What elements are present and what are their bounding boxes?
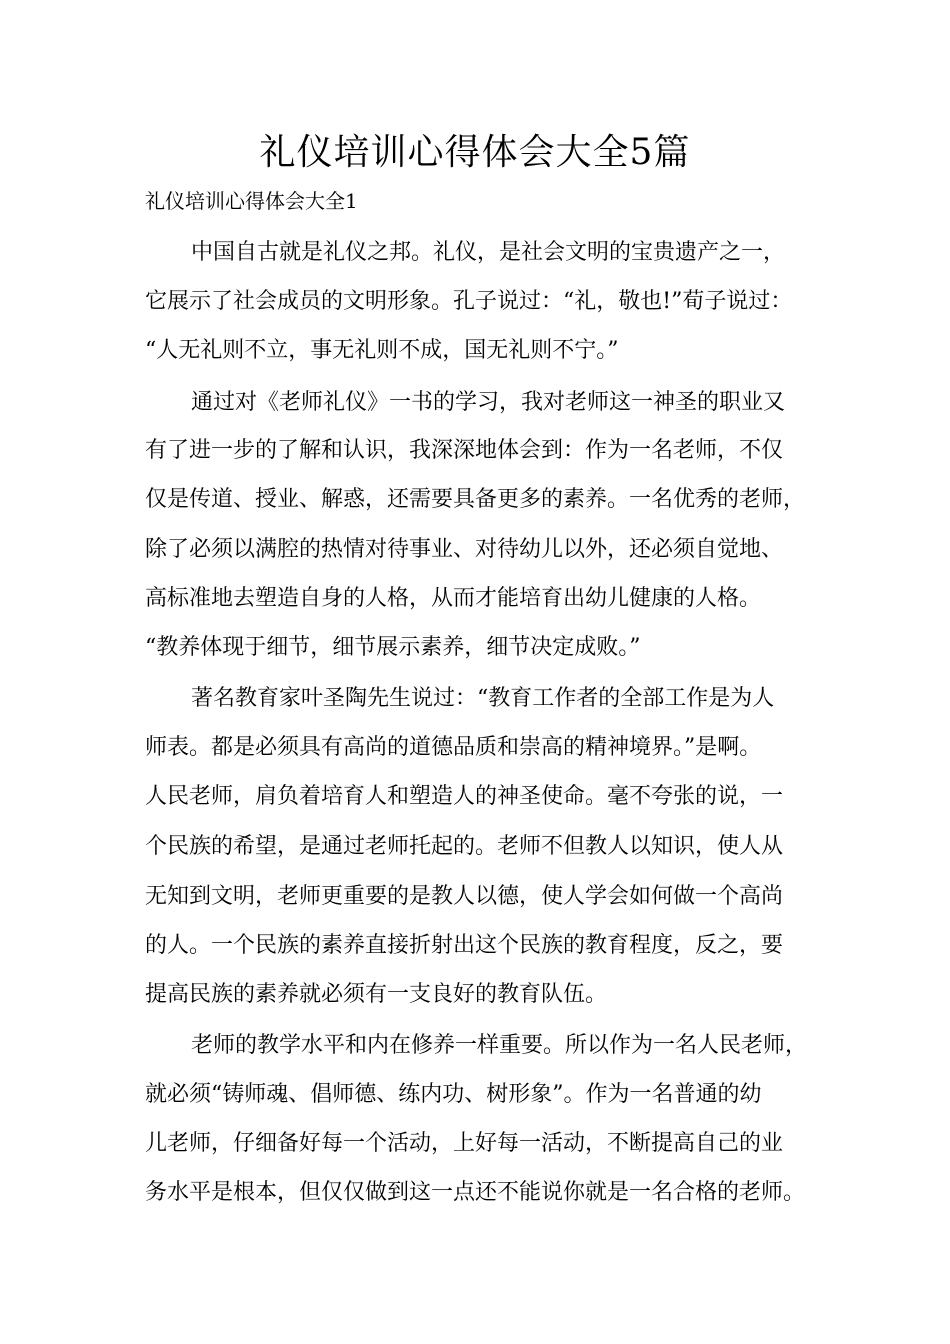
text-line: “人无礼则不立，事无礼则不成，国无礼则不宁。” <box>145 338 619 363</box>
document-title: 礼仪培训心得体会大全5篇 <box>259 132 691 173</box>
text-line: 高标准地去塑造自身的人格，从而才能培育出幼儿健康的人格。 <box>145 586 762 611</box>
text-line: 提高民族的素养就必须有一支良好的教育队伍。 <box>145 982 608 1007</box>
text-line: 除了必须以满腔的热情对待事业、对待幼儿以外，还必须自觉地、 <box>145 537 784 562</box>
text-line: 仅是传道、授业、解惑，还需要具备更多的素养。一名优秀的老师， <box>145 487 806 512</box>
text-line: 的人。一个民族的素养直接折射出这个民族的教育程度，反之，要 <box>145 933 784 958</box>
text-line: 中国自古就是礼仪之邦。礼仪，是社会文明的宝贵遗产之一， <box>191 240 786 265</box>
text-line: 有了进一步的了解和认识，我深深地体会到：作为一名老师，不仅 <box>145 438 784 463</box>
text-line: “教养体现于细节，细节展示素养，细节决定成败。” <box>145 635 641 660</box>
text-line: 老师的教学水平和内在修养一样重要。所以作为一名人民老师， <box>191 1033 808 1058</box>
text-line: 它展示了社会成员的文明形象。孔子说过：“礼，敬也!”荀子说过： <box>145 289 793 314</box>
text-line: 著名教育家叶圣陶先生说过：“教育工作者的全部工作是为人 <box>191 686 775 711</box>
text-line: 个民族的希望，是通过老师托起的。老师不但教人以知识，使人从 <box>145 834 784 859</box>
text-line: 就必须“铸师魂、倡师德、练内功、树形象”。作为一名普通的幼 <box>145 1082 762 1107</box>
text-line: 无知到文明，老师更重要的是教人以德，使人学会如何做一个高尚 <box>145 884 784 909</box>
text-line: 通过对《老师礼仪》一书的学习，我对老师这一神圣的职业又 <box>191 390 786 415</box>
text-line: 师表。都是必须具有高尚的道德品质和崇高的精神境界。”是啊。 <box>145 735 762 760</box>
text-line: 儿老师，仔细备好每一个活动，上好每一活动，不断提高自己的业 <box>145 1131 784 1156</box>
text-line: 人民老师，肩负着培育人和塑造人的神圣使命。毫不夸张的说，一 <box>145 784 784 809</box>
section-heading: 礼仪培训心得体会大全1 <box>145 189 358 213</box>
text-line: 务水平是根本，但仅仅做到这一点还不能说你就是一名合格的老师。 <box>145 1180 806 1205</box>
